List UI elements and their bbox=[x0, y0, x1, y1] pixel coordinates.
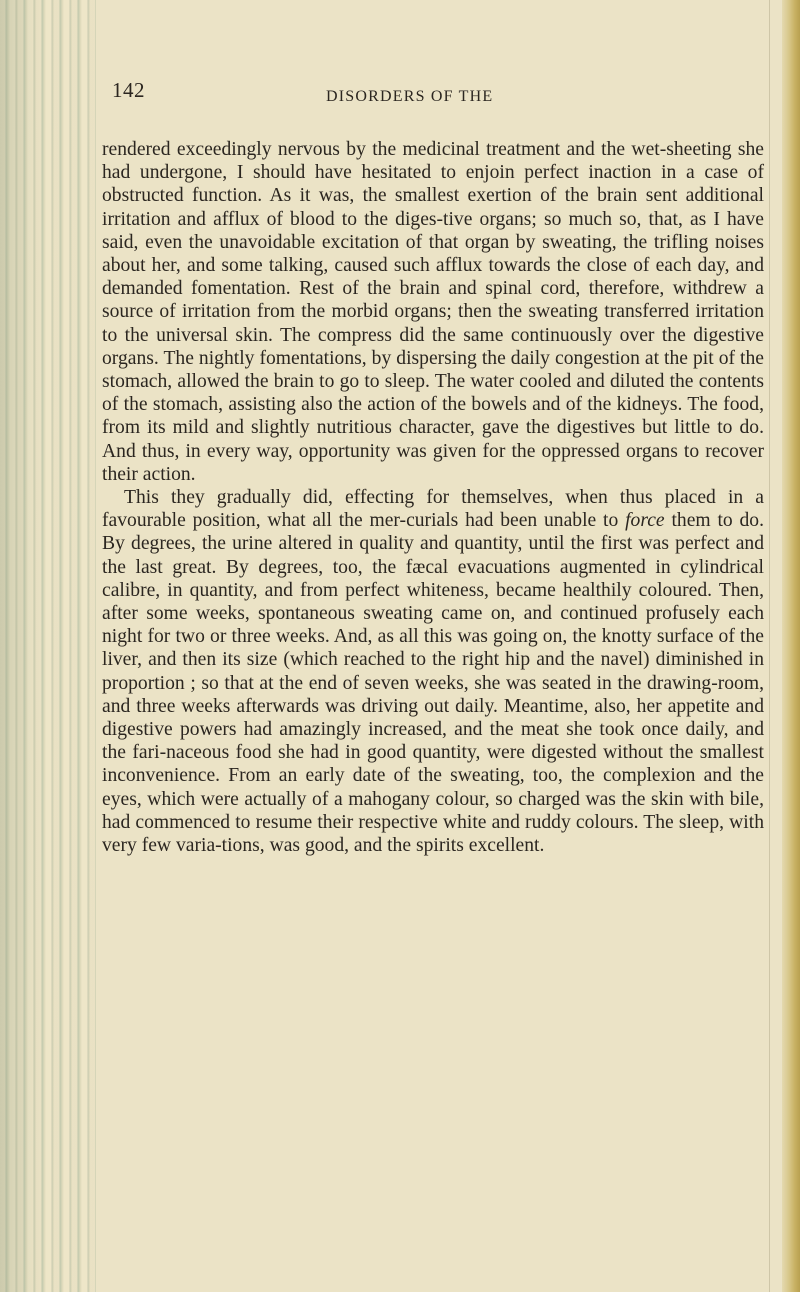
page-number: 142 bbox=[112, 78, 145, 102]
body-text bbox=[102, 138, 764, 857]
paragraph-2-text-a: This they gradually did, effecting for themselves, when thus placed in a favourable position, what all the mer-curials had been unable to bbox=[102, 487, 764, 532]
paragraph-1 bbox=[102, 138, 764, 486]
page-right-edge bbox=[782, 0, 800, 1292]
gutter-shadow bbox=[0, 0, 40, 1292]
paragraph-2 bbox=[102, 486, 764, 857]
page-fold-line bbox=[769, 0, 770, 1292]
paragraph-2-text-b: them to do. By degrees, the urine altered in quality and quantity, until the first was perfect and the last great. By degrees, too, the fæcal evacuations augmented in cylindrical calibre, in quantity, and from perfect whiteness, became healthily coloured. Then, after some weeks, spontaneous sweating came on, and continued profusely each night for two or three weeks. And, as all this was going on, the knotty surface of the liver, and then its size (which reached to the right hip and the navel) diminished in proportion ; so that at the end of seven weeks, she was seated in the drawing-room, and three weeks afterwards was driving out daily. Meantime, also, her appetite and digestive powers had amazingly increased, and the meat she took once daily, and the fari-naceous food she had in good quantity, were digested without the smallest inconvenience. From an early date of the sweating, too, the complexion and the eyes, which were actually of a mahogany colour, so charged was the skin with bile, had commenced to resume their respective white and ruddy colours. The sleep, with very few varia-tions, was good, and the spirits excellent. bbox=[102, 510, 764, 857]
paragraph-1-text: rendered exceedingly nervous by the medicinal treatment and the wet-sheeting she had undergone, I should have hesitated to enjoin perfect inaction in a case of obstructed function. As it was, the smallest exertion of the brain sent additional irritation and afflux of blood to the diges-tive organs; so much so, that, as I have said, even the unavoidable excitation of that organ by sweating, the trifling noises about her, and some talking, caused such afflux towards the close of each day, and demanded fomentation. Rest of the brain and spinal cord, therefore, withdrew a source of irritation from the morbid organs; then the sweating transferred irritation to the universal skin. The compress did the same continuously over the digestive organs. The nightly fomentations, by dispersing the daily congestion at the pit of the stomach, allowed the brain to go to sleep. The water cooled and diluted the contents of the stomach, assisting also the action of the bowels and of the kidneys. The food, from its mild and slightly nutritious character, gave the digestives but little to do. And thus, in every way, opportunity was given for the oppressed organs to recover their action. bbox=[102, 139, 764, 485]
emphasis-force: force bbox=[625, 510, 665, 532]
page-header bbox=[102, 78, 764, 118]
book-page bbox=[102, 78, 764, 857]
running-head: DISORDERS OF THE bbox=[326, 88, 494, 105]
